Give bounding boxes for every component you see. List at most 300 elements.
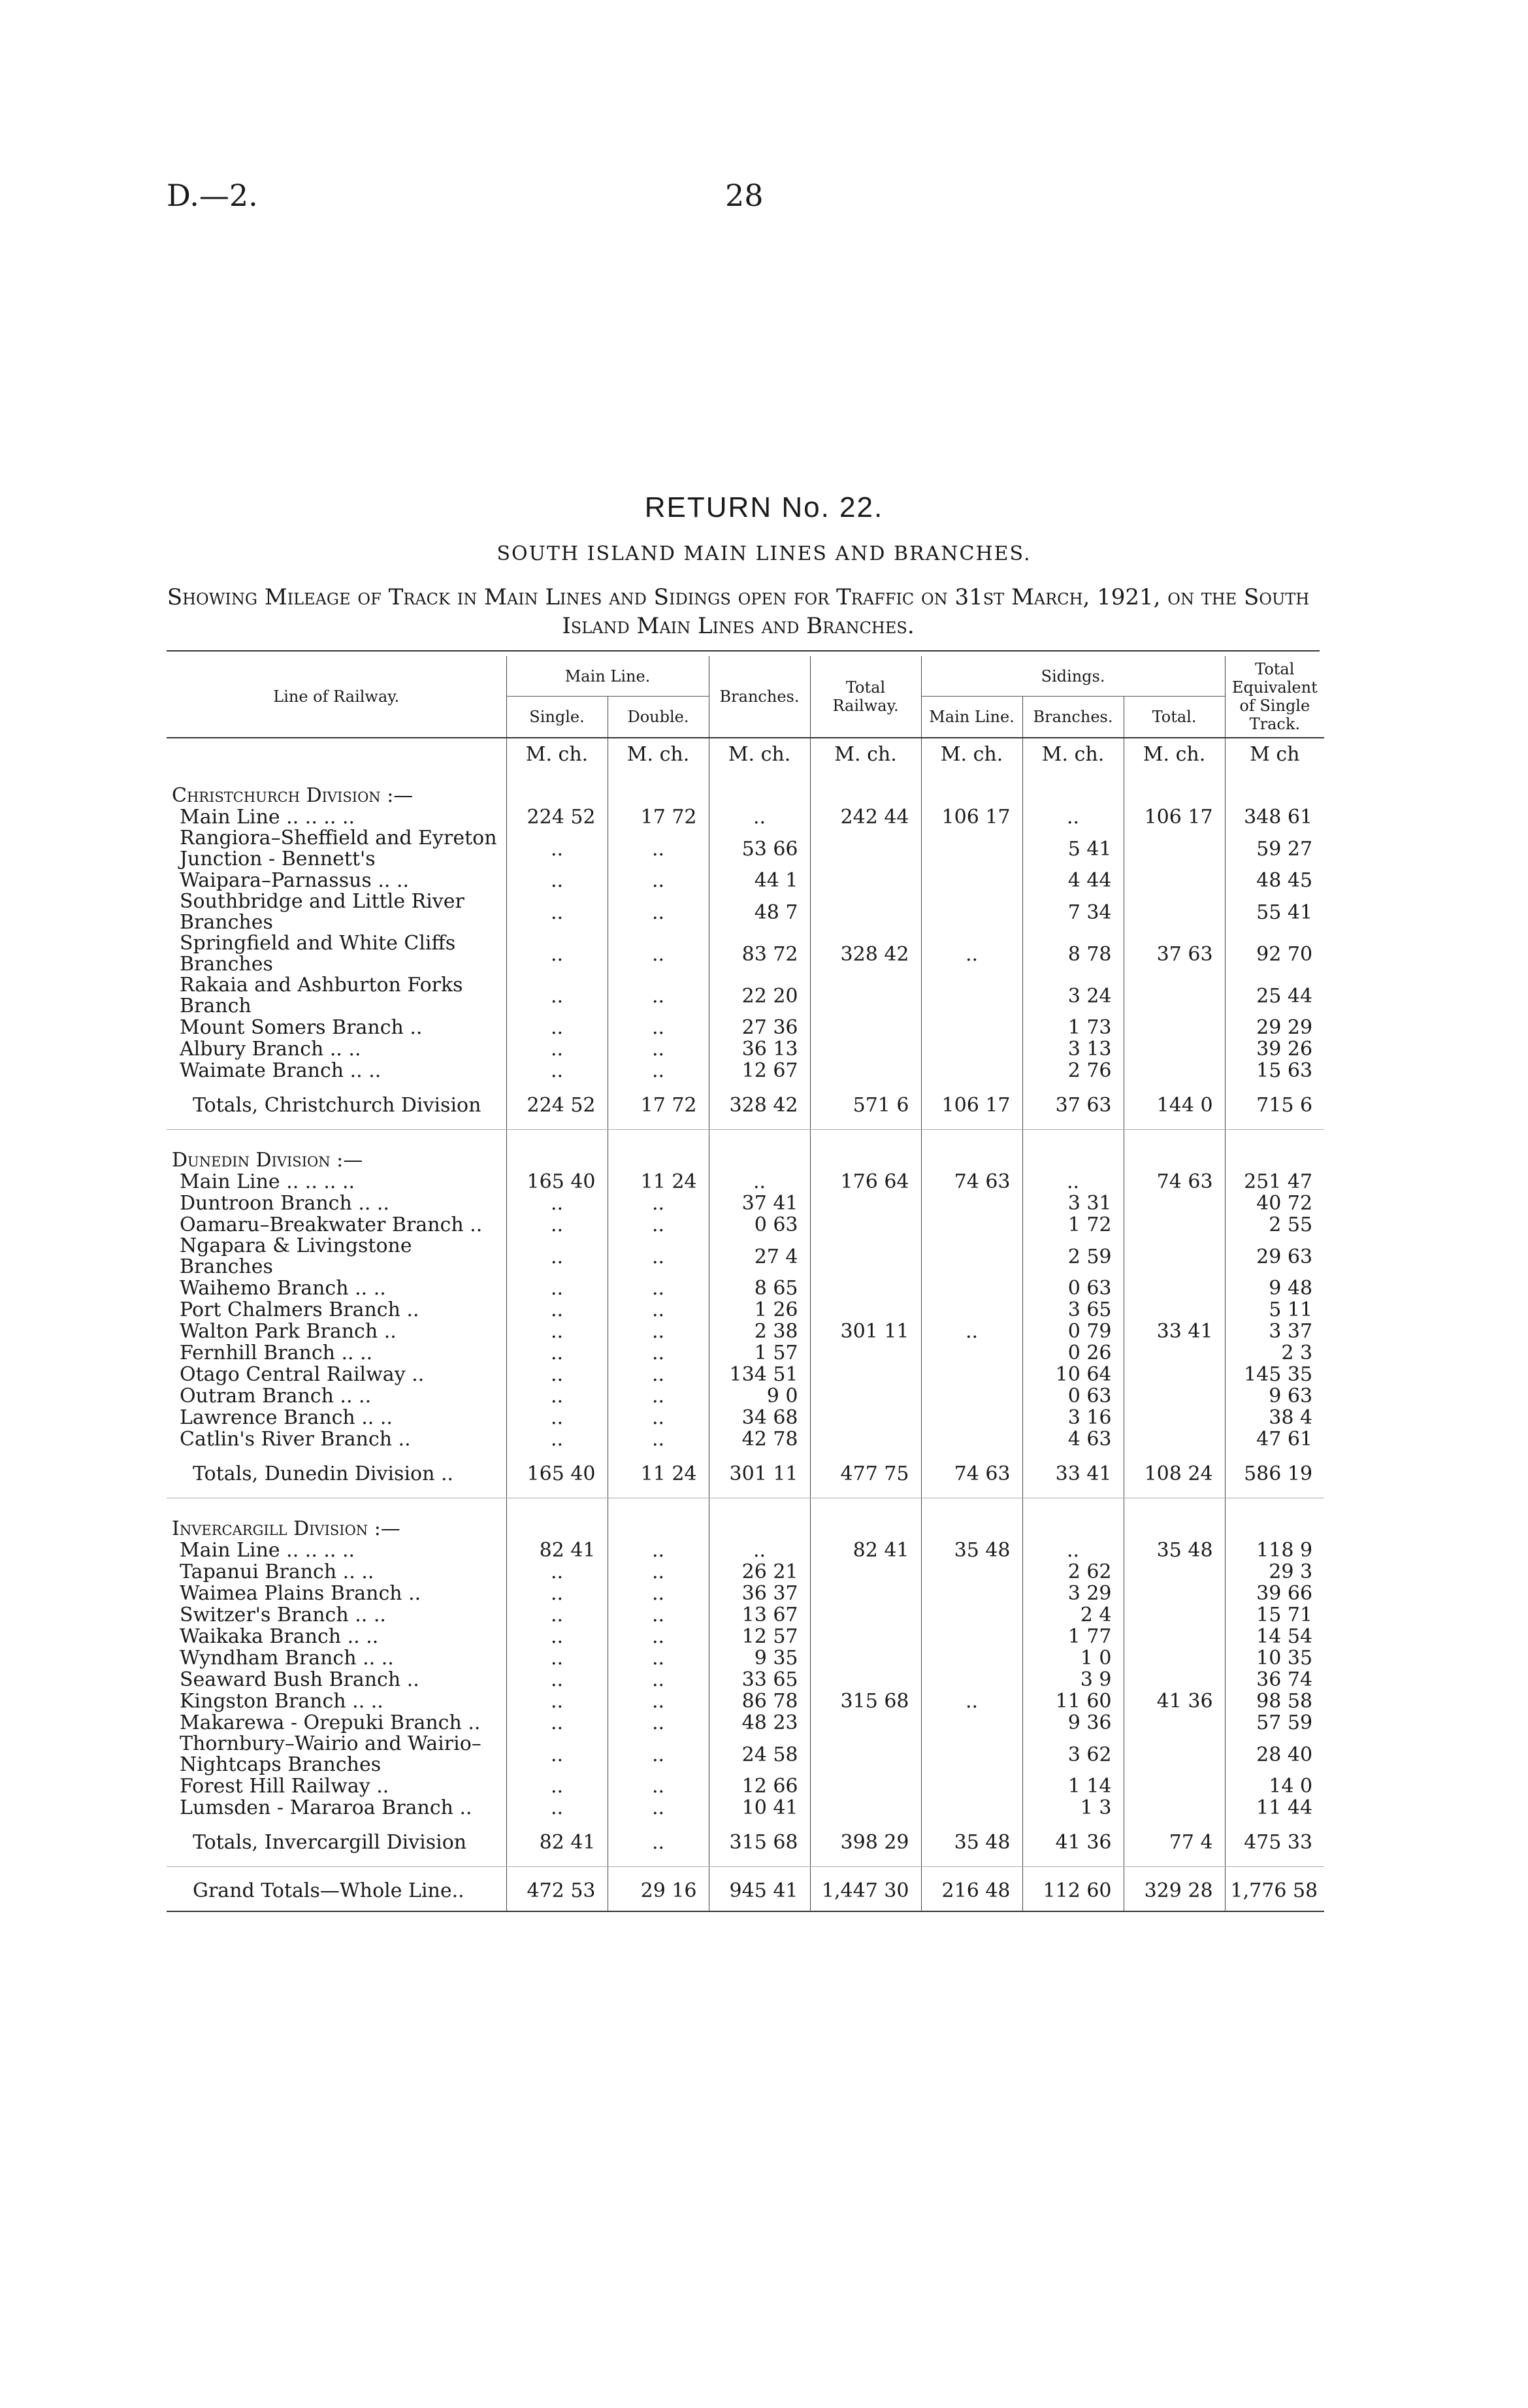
cell-branches: 86 78: [709, 1691, 810, 1712]
cell-branches: 37 41: [709, 1193, 810, 1214]
cell-sidings-branches: 41 36: [1022, 1819, 1124, 1867]
cell-sidings-main-line: [921, 1712, 1022, 1734]
table-row: [167, 1299, 1324, 1321]
cell-total-railway: [810, 828, 921, 870]
cell-total-railway: 571 6: [810, 1081, 921, 1130]
cell-sidings-main-line: [921, 1734, 1022, 1775]
cell-sidings-total: 329 28: [1124, 1867, 1225, 1912]
cell-sidings-total: [1124, 1775, 1225, 1797]
cell-sidings-main-line: [921, 891, 1022, 933]
cell-sidings-main-line: ..: [921, 1691, 1022, 1712]
cell-total-equivalent: 9 63: [1225, 1385, 1324, 1407]
cell-sidings-total: [1124, 1583, 1225, 1604]
line-name: Lawrence Branch .. ..: [180, 1406, 393, 1429]
cell-sidings-total: 106 17: [1124, 806, 1225, 828]
cell-total-equivalent: 36 74: [1225, 1669, 1324, 1691]
cell-branches: 1 26: [709, 1299, 810, 1321]
cell-single: ..: [506, 1647, 608, 1669]
cell-sidings-branches: ..: [1022, 1171, 1124, 1193]
cell-single: ..: [506, 933, 608, 975]
cell-sidings-total: [1124, 1561, 1225, 1583]
cell-sidings-branches: 0 26: [1022, 1342, 1124, 1364]
cell-total-railway: [810, 1604, 921, 1626]
cell-branches: 8 65: [709, 1278, 810, 1299]
cell-total-railway: [810, 1712, 921, 1734]
cell-sidings-total: [1124, 1407, 1225, 1428]
cell-sidings-main-line: [921, 1561, 1022, 1583]
empty-cell: [1225, 1498, 1324, 1540]
empty-cell: [709, 765, 810, 806]
cell-total-equivalent: 38 4: [1225, 1407, 1324, 1428]
cell-double: 11 24: [608, 1171, 709, 1193]
mileage-table-container: [167, 656, 1320, 1912]
division-total-row: [167, 1081, 1324, 1130]
cell-total-railway: [810, 1775, 921, 1797]
cell-total-railway: 398 29: [810, 1819, 921, 1867]
line-name: Albury Branch .. ..: [180, 1037, 361, 1061]
cell-total-equivalent: 1,776 58: [1225, 1867, 1324, 1912]
cell-double: ..: [608, 1561, 709, 1583]
cell-sidings-branches: 0 63: [1022, 1385, 1124, 1407]
division-heading-row: [167, 1498, 1324, 1540]
table-body: [167, 738, 1324, 1911]
cell-double: ..: [608, 975, 709, 1017]
cell-double: ..: [608, 1321, 709, 1342]
cell-total-railway: [810, 1734, 921, 1775]
cell-total-railway: [810, 1647, 921, 1669]
mileage-table: [167, 656, 1324, 1912]
line-name: Port Chalmers Branch ..: [180, 1298, 419, 1321]
cell-sidings-main-line: 216 48: [921, 1867, 1022, 1912]
table-row: [167, 933, 1324, 975]
cell-sidings-branches: ..: [1022, 806, 1124, 828]
cell-total-railway: [810, 975, 921, 1017]
cell-sidings-branches: 9 36: [1022, 1712, 1124, 1734]
cell-sidings-branches: 1 14: [1022, 1775, 1124, 1797]
cell-sidings-main-line: [921, 1214, 1022, 1236]
return-title: RETURN No. 22.: [644, 491, 884, 523]
cell-sidings-main-line: [921, 1428, 1022, 1450]
table-row: [167, 1407, 1324, 1428]
cell-double: ..: [608, 1407, 709, 1428]
cell-sidings-total: [1124, 1428, 1225, 1450]
cell-total-railway: [810, 1561, 921, 1583]
cell-single: ..: [506, 1775, 608, 1797]
cell-total-railway: [810, 1583, 921, 1604]
line-name: Ngapara & Livingstone Branches: [180, 1234, 412, 1278]
cell-total-equivalent: 145 35: [1225, 1364, 1324, 1385]
cell-sidings-main-line: [921, 1626, 1022, 1647]
cell-single: ..: [506, 975, 608, 1017]
cell-sidings-total: 144 0: [1124, 1081, 1225, 1130]
cell-sidings-main-line: [921, 1364, 1022, 1385]
cell-sidings-branches: 3 24: [1022, 975, 1124, 1017]
division-total-row: [167, 1819, 1324, 1867]
cell-sidings-main-line: [921, 1647, 1022, 1669]
cell-total-railway: 242 44: [810, 806, 921, 828]
cell-total-railway: 477 75: [810, 1450, 921, 1498]
line-name: Totals, Dunedin Division ..: [167, 1450, 506, 1498]
cell-branches: 33 65: [709, 1669, 810, 1691]
cell-sidings-branches: 3 16: [1022, 1407, 1124, 1428]
cell-double: ..: [608, 1214, 709, 1236]
table-row: [167, 1669, 1324, 1691]
cell-sidings-branches: 3 9: [1022, 1669, 1124, 1691]
cell-double: 17 72: [608, 1081, 709, 1130]
table-row: [167, 891, 1324, 933]
cell-single: ..: [506, 1626, 608, 1647]
table-header: [167, 656, 1324, 738]
cell-branches: 12 67: [709, 1060, 810, 1081]
cell-sidings-total: [1124, 1299, 1225, 1321]
division-name: Christchurch Division :—: [172, 784, 414, 807]
empty-cell: [1225, 1130, 1324, 1172]
cell-sidings-total: 108 24: [1124, 1450, 1225, 1498]
col-total-railway: Total Railway.: [810, 656, 921, 738]
cell-single: ..: [506, 1669, 608, 1691]
cell-total-equivalent: 40 72: [1225, 1193, 1324, 1214]
page-number: 28: [725, 178, 764, 213]
table-row: [167, 1193, 1324, 1214]
division-heading-row: [167, 1130, 1324, 1172]
empty-cell: [1124, 1130, 1225, 1172]
cell-single: ..: [506, 1236, 608, 1278]
table-row: [167, 1647, 1324, 1669]
cell-sidings-total: [1124, 1342, 1225, 1364]
cell-sidings-main-line: [921, 1278, 1022, 1299]
cell-total-equivalent: 25 44: [1225, 975, 1324, 1017]
line-name: Fernhill Branch .. ..: [180, 1341, 373, 1364]
table-row: [167, 1321, 1324, 1342]
cell-branches: 48 23: [709, 1712, 810, 1734]
cell-sidings-main-line: [921, 1299, 1022, 1321]
cell-double: ..: [608, 933, 709, 975]
cell-total-equivalent: 586 19: [1225, 1450, 1324, 1498]
cell-branches: 27 36: [709, 1017, 810, 1038]
cell-total-equivalent: 15 71: [1225, 1604, 1324, 1626]
cell-total-equivalent: 5 11: [1225, 1299, 1324, 1321]
cell-total-equivalent: 10 35: [1225, 1647, 1324, 1669]
col-main-line: Main Line.: [506, 656, 709, 697]
cell-branches: 42 78: [709, 1428, 810, 1450]
cell-branches: 27 4: [709, 1236, 810, 1278]
cell-branches: 22 20: [709, 975, 810, 1017]
cell-sidings-total: [1124, 1604, 1225, 1626]
table-row: [167, 1278, 1324, 1299]
cell-sidings-main-line: [921, 1017, 1022, 1038]
cell-total-railway: [810, 1797, 921, 1819]
table-row: [167, 1734, 1324, 1775]
line-name: Main Line .. .. .. ..: [180, 1538, 355, 1562]
cell-single: ..: [506, 1038, 608, 1060]
cell-double: 11 24: [608, 1450, 709, 1498]
line-name: Thornbury–Wairio and Wairio–Nightcaps Branches: [180, 1732, 481, 1776]
cell-single: ..: [506, 1017, 608, 1038]
grand-total-row: [167, 1867, 1324, 1912]
cell-single: ..: [506, 1299, 608, 1321]
cell-total-equivalent: 47 61: [1225, 1428, 1324, 1450]
cell-branches: ..: [709, 1171, 810, 1193]
cell-single: ..: [506, 1561, 608, 1583]
col-branches: Branches.: [709, 656, 810, 738]
cell-branches: 53 66: [709, 828, 810, 870]
top-rule: [167, 650, 1320, 651]
cell-sidings-total: [1124, 1214, 1225, 1236]
cell-total-railway: [810, 1214, 921, 1236]
cell-sidings-total: 35 48: [1124, 1540, 1225, 1561]
units-spacer: [167, 738, 506, 765]
cell-total-railway: [810, 870, 921, 891]
cell-branches: 10 41: [709, 1797, 810, 1819]
cell-total-equivalent: 348 61: [1225, 806, 1324, 828]
cell-branches: 44 1: [709, 870, 810, 891]
cell-single: ..: [506, 828, 608, 870]
table-row: [167, 1364, 1324, 1385]
table-row: [167, 870, 1324, 891]
cell-sidings-main-line: [921, 1669, 1022, 1691]
cell-total-equivalent: 2 55: [1225, 1214, 1324, 1236]
unit-label: M. ch.: [608, 738, 709, 765]
cell-sidings-branches: 5 41: [1022, 828, 1124, 870]
cell-sidings-main-line: ..: [921, 1321, 1022, 1342]
cell-double: ..: [608, 870, 709, 891]
cell-total-railway: [810, 1428, 921, 1450]
cell-branches: 83 72: [709, 933, 810, 975]
cell-sidings-main-line: [921, 1604, 1022, 1626]
cell-branches: 12 66: [709, 1775, 810, 1797]
cell-sidings-main-line: [921, 975, 1022, 1017]
cell-sidings-branches: 11 60: [1022, 1691, 1124, 1712]
cell-branches: 36 13: [709, 1038, 810, 1060]
empty-cell: [810, 1130, 921, 1172]
cell-sidings-branches: 4 63: [1022, 1428, 1124, 1450]
empty-cell: [1022, 1130, 1124, 1172]
empty-cell: [1022, 765, 1124, 806]
cell-sidings-main-line: [921, 1236, 1022, 1278]
cell-sidings-total: [1124, 1734, 1225, 1775]
cell-double: ..: [608, 1734, 709, 1775]
cell-branches: 9 35: [709, 1647, 810, 1669]
empty-cell: [506, 1130, 608, 1172]
cell-sidings-branches: 3 29: [1022, 1583, 1124, 1604]
cell-total-railway: [810, 1626, 921, 1647]
cell-sidings-branches: 10 64: [1022, 1364, 1124, 1385]
cell-sidings-branches: ..: [1022, 1540, 1124, 1561]
cell-double: ..: [608, 1342, 709, 1364]
cell-sidings-main-line: [921, 870, 1022, 891]
cell-single: ..: [506, 891, 608, 933]
cell-sidings-main-line: [921, 1583, 1022, 1604]
cell-total-equivalent: 28 40: [1225, 1734, 1324, 1775]
cell-single: ..: [506, 870, 608, 891]
cell-sidings-total: 37 63: [1124, 933, 1225, 975]
cell-double: ..: [608, 891, 709, 933]
unit-label: M. ch.: [810, 738, 921, 765]
table-row: [167, 806, 1324, 828]
cell-double: ..: [608, 1775, 709, 1797]
cell-double: ..: [608, 1428, 709, 1450]
cell-sidings-total: [1124, 1017, 1225, 1038]
cell-sidings-main-line: ..: [921, 933, 1022, 975]
cell-double: 29 16: [608, 1867, 709, 1912]
cell-total-equivalent: 14 54: [1225, 1626, 1324, 1647]
line-name: Waimate Branch .. ..: [180, 1059, 382, 1082]
cell-total-railway: [810, 1407, 921, 1428]
cell-sidings-branches: 7 34: [1022, 891, 1124, 933]
cell-single: ..: [506, 1385, 608, 1407]
cell-sidings-main-line: [921, 1385, 1022, 1407]
line-name: Switzer's Branch .. ..: [180, 1603, 386, 1626]
division-total-row: [167, 1450, 1324, 1498]
cell-sidings-branches: 1 0: [1022, 1647, 1124, 1669]
table-row: [167, 1214, 1324, 1236]
line-name: Makarewa - Orepuki Branch ..: [180, 1711, 481, 1734]
line-name: Rangiora–Sheffield and Eyreton Junction - Bennett's: [180, 827, 497, 870]
line-name: Waimea Plains Branch ..: [180, 1581, 421, 1605]
col-line-of-railway: Line of Railway.: [167, 656, 506, 738]
cell-branches: 134 51: [709, 1364, 810, 1385]
cell-total-equivalent: 39 26: [1225, 1038, 1324, 1060]
cell-sidings-branches: 2 76: [1022, 1060, 1124, 1081]
cell-single: ..: [506, 1364, 608, 1385]
cell-single: 224 52: [506, 1081, 608, 1130]
table-row: [167, 1775, 1324, 1797]
return-description: Showing Mileage of Track in Main Lines and Sidings open for Traffic on 31st March, 1921, on the South Island Main Lines and Branches.: [167, 584, 1310, 639]
cell-single: 165 40: [506, 1171, 608, 1193]
cell-single: ..: [506, 1734, 608, 1775]
cell-total-equivalent: 55 41: [1225, 891, 1324, 933]
line-name: Tapanui Branch .. ..: [180, 1560, 374, 1583]
cell-single: ..: [506, 1428, 608, 1450]
col-sidings-total: Total.: [1124, 697, 1225, 738]
col-sidings-branches: Branches.: [1022, 697, 1124, 738]
division-name: Invercargill Division :—: [172, 1517, 400, 1540]
line-name: Rakaia and Ashburton Forks Branch: [180, 974, 463, 1017]
cell-single: 82 41: [506, 1540, 608, 1561]
cell-total-equivalent: 14 0: [1225, 1775, 1324, 1797]
cell-single: 224 52: [506, 806, 608, 828]
cell-double: ..: [608, 1385, 709, 1407]
cell-total-equivalent: 9 48: [1225, 1278, 1324, 1299]
cell-double: ..: [608, 1647, 709, 1669]
table-row: [167, 1691, 1324, 1712]
empty-cell: [1022, 1498, 1124, 1540]
empty-cell: [608, 765, 709, 806]
cell-total-railway: 1,447 30: [810, 1867, 921, 1912]
cell-total-railway: [810, 1060, 921, 1081]
cell-total-railway: [810, 1299, 921, 1321]
return-subtitle: SOUTH ISLAND MAIN LINES AND BRANCHES.: [496, 542, 1032, 565]
cell-single: ..: [506, 1278, 608, 1299]
table-row: [167, 1060, 1324, 1081]
cell-total-railway: [810, 1364, 921, 1385]
empty-cell: [506, 765, 608, 806]
cell-sidings-total: 41 36: [1124, 1691, 1225, 1712]
cell-branches: 36 37: [709, 1583, 810, 1604]
cell-single: 165 40: [506, 1450, 608, 1498]
line-name: Duntroon Branch .. ..: [180, 1191, 390, 1215]
cell-total-equivalent: 48 45: [1225, 870, 1324, 891]
cell-branches: 12 57: [709, 1626, 810, 1647]
cell-total-railway: 328 42: [810, 933, 921, 975]
cell-branches: 13 67: [709, 1604, 810, 1626]
cell-sidings-main-line: 74 63: [921, 1171, 1022, 1193]
empty-cell: [1124, 765, 1225, 806]
line-name: Wyndham Branch .. ..: [180, 1646, 394, 1670]
cell-branches: 48 7: [709, 891, 810, 933]
cell-sidings-main-line: 106 17: [921, 1081, 1022, 1130]
line-name: Lumsden - Mararoa Branch ..: [180, 1796, 472, 1819]
cell-total-equivalent: 98 58: [1225, 1691, 1324, 1712]
cell-sidings-total: 77 4: [1124, 1819, 1225, 1867]
cell-sidings-total: [1124, 1647, 1225, 1669]
cell-total-railway: [810, 1385, 921, 1407]
cell-total-railway: [810, 1236, 921, 1278]
unit-label: M. ch.: [1124, 738, 1225, 765]
cell-sidings-branches: 1 3: [1022, 1797, 1124, 1819]
cell-single: ..: [506, 1193, 608, 1214]
table-row: [167, 1712, 1324, 1734]
table-row: [167, 1561, 1324, 1583]
line-name: Kingston Branch .. ..: [180, 1689, 383, 1713]
line-name: Outram Branch .. ..: [180, 1384, 372, 1408]
cell-sidings-branches: 3 13: [1022, 1038, 1124, 1060]
cell-total-railway: [810, 1193, 921, 1214]
cell-single: ..: [506, 1691, 608, 1712]
empty-cell: [921, 1498, 1022, 1540]
cell-double: 17 72: [608, 806, 709, 828]
cell-branches: 1 57: [709, 1342, 810, 1364]
table-row: [167, 1583, 1324, 1604]
line-name: Totals, Christchurch Division: [167, 1081, 506, 1130]
table-row: [167, 1236, 1324, 1278]
division-heading-row: [167, 765, 1324, 806]
cell-sidings-main-line: [921, 828, 1022, 870]
table-row: [167, 1797, 1324, 1819]
cell-sidings-branches: 1 72: [1022, 1214, 1124, 1236]
cell-total-equivalent: 3 37: [1225, 1321, 1324, 1342]
cell-sidings-total: [1124, 1385, 1225, 1407]
document-reference: D.—2.: [167, 178, 258, 213]
cell-sidings-main-line: 35 48: [921, 1819, 1022, 1867]
cell-double: ..: [608, 1236, 709, 1278]
line-name: Main Line .. .. .. ..: [180, 805, 355, 829]
cell-sidings-main-line: 35 48: [921, 1540, 1022, 1561]
cell-single: ..: [506, 1797, 608, 1819]
table-row: [167, 975, 1324, 1017]
cell-sidings-total: [1124, 891, 1225, 933]
cell-sidings-main-line: [921, 1060, 1022, 1081]
table-row: [167, 1342, 1324, 1364]
cell-sidings-branches: 1 77: [1022, 1626, 1124, 1647]
empty-cell: [709, 1498, 810, 1540]
cell-sidings-branches: 2 62: [1022, 1561, 1124, 1583]
cell-total-railway: [810, 891, 921, 933]
table-row: [167, 1385, 1324, 1407]
cell-double: ..: [608, 1669, 709, 1691]
line-name: Waikaka Branch .. ..: [180, 1625, 379, 1648]
cell-branches: 301 11: [709, 1450, 810, 1498]
cell-total-equivalent: 11 44: [1225, 1797, 1324, 1819]
cell-total-equivalent: 39 66: [1225, 1583, 1324, 1604]
col-single: Single.: [506, 697, 608, 738]
line-name: Waihemo Branch .. ..: [180, 1276, 386, 1300]
cell-branches: ..: [709, 806, 810, 828]
cell-sidings-total: [1124, 1278, 1225, 1299]
cell-total-railway: [810, 1038, 921, 1060]
cell-total-railway: [810, 1278, 921, 1299]
cell-sidings-total: [1124, 1364, 1225, 1385]
